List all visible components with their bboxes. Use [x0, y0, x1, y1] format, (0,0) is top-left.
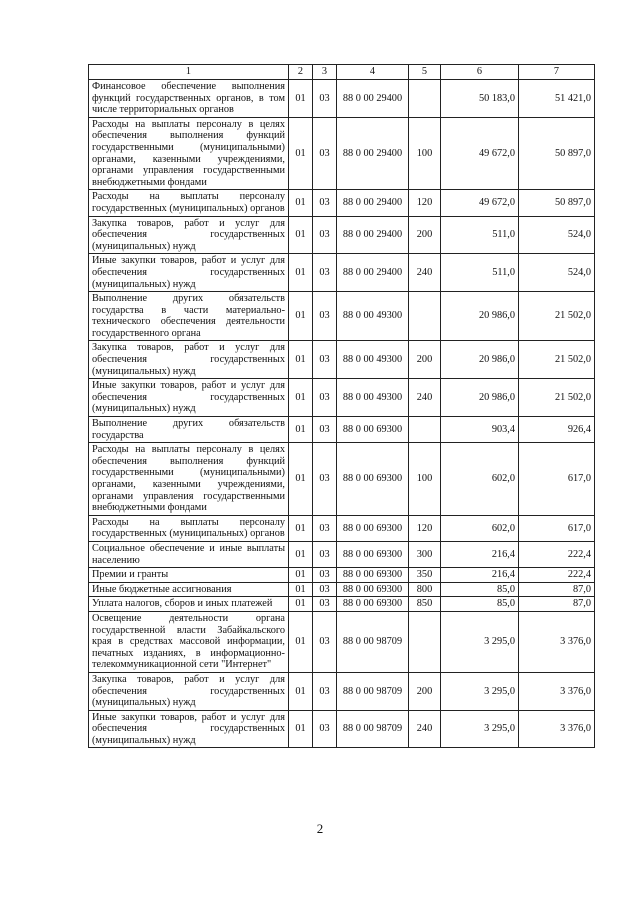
amount-year2-cell: 3 376,0 [519, 611, 595, 672]
column-header: 3 [313, 65, 337, 80]
amount-year2-cell: 21 502,0 [519, 292, 595, 341]
column-header: 7 [519, 65, 595, 80]
subsection-code-cell: 03 [313, 582, 337, 597]
section-code-cell: 01 [289, 254, 313, 292]
target-article-cell: 88 0 00 29400 [337, 117, 409, 190]
expense-name-cell: Иные закупки товаров, работ и услуг для обеспечения государственных (муниципальных) нужд [89, 379, 289, 417]
target-article-cell: 88 0 00 69300 [337, 541, 409, 567]
expense-type-cell: 850 [409, 597, 441, 612]
section-code-cell: 01 [289, 611, 313, 672]
expense-type-cell: 200 [409, 216, 441, 254]
expense-type-cell: 300 [409, 541, 441, 567]
subsection-code-cell: 03 [313, 515, 337, 541]
section-code-cell: 01 [289, 515, 313, 541]
target-article-cell: 88 0 00 29400 [337, 216, 409, 254]
expense-name-cell: Иные закупки товаров, работ и услуг для обеспечения государственных (муниципальных) нужд [89, 710, 289, 748]
amount-year2-cell: 51 421,0 [519, 80, 595, 118]
expense-name-cell: Выполнение других обязательств государства в части материально-технического обеспечения деятельности государственного органа [89, 292, 289, 341]
table-row [89, 190, 595, 216]
subsection-code-cell: 03 [313, 710, 337, 748]
target-article-cell: 88 0 00 49300 [337, 292, 409, 341]
section-code-cell: 01 [289, 80, 313, 118]
table-row [89, 292, 595, 341]
subsection-code-cell: 03 [313, 117, 337, 190]
expense-name-cell: Финансовое обеспечение выполнения функций государственных органов, в том числе территориальных органов [89, 80, 289, 118]
target-article-cell: 88 0 00 49300 [337, 379, 409, 417]
amount-year1-cell: 85,0 [441, 597, 519, 612]
subsection-code-cell: 03 [313, 216, 337, 254]
column-header: 2 [289, 65, 313, 80]
table-row [89, 417, 595, 443]
amount-year1-cell: 49 672,0 [441, 117, 519, 190]
expense-name-cell: Закупка товаров, работ и услуг для обеспечения государственных (муниципальных) нужд [89, 672, 289, 710]
target-article-cell: 88 0 00 69300 [337, 443, 409, 516]
table-row [89, 582, 595, 597]
subsection-code-cell: 03 [313, 597, 337, 612]
section-code-cell: 01 [289, 379, 313, 417]
target-article-cell: 88 0 00 69300 [337, 568, 409, 583]
amount-year1-cell: 20 986,0 [441, 341, 519, 379]
budget-table [88, 64, 595, 748]
table-row [89, 515, 595, 541]
expense-name-cell: Выполнение других обязательств государства [89, 417, 289, 443]
section-code-cell: 01 [289, 216, 313, 254]
amount-year1-cell: 20 986,0 [441, 292, 519, 341]
target-article-cell: 88 0 00 98709 [337, 710, 409, 748]
subsection-code-cell: 03 [313, 292, 337, 341]
amount-year2-cell: 87,0 [519, 597, 595, 612]
amount-year1-cell: 216,4 [441, 568, 519, 583]
expense-name-cell: Премии и гранты [89, 568, 289, 583]
amount-year1-cell: 50 183,0 [441, 80, 519, 118]
section-code-cell: 01 [289, 190, 313, 216]
amount-year1-cell: 903,4 [441, 417, 519, 443]
section-code-cell: 01 [289, 341, 313, 379]
target-article-cell: 88 0 00 69300 [337, 515, 409, 541]
expense-type-cell [409, 80, 441, 118]
amount-year1-cell: 85,0 [441, 582, 519, 597]
subsection-code-cell: 03 [313, 443, 337, 516]
table-row [89, 443, 595, 516]
amount-year1-cell: 20 986,0 [441, 379, 519, 417]
section-code-cell: 01 [289, 672, 313, 710]
expense-type-cell: 200 [409, 341, 441, 379]
page-number: 2 [316, 821, 324, 836]
amount-year2-cell: 222,4 [519, 568, 595, 583]
expense-name-cell: Расходы на выплаты персоналу в целях обеспечения выполнения функций государственными (муниципальными) органами, казенными учреждениями, органами управления государственными внебюджетными фондами [89, 443, 289, 516]
expense-type-cell: 100 [409, 443, 441, 516]
amount-year2-cell: 21 502,0 [519, 341, 595, 379]
table-row [89, 672, 595, 710]
amount-year1-cell: 3 295,0 [441, 611, 519, 672]
expense-type-cell: 240 [409, 710, 441, 748]
target-article-cell: 88 0 00 49300 [337, 341, 409, 379]
subsection-code-cell: 03 [313, 80, 337, 118]
expense-type-cell: 120 [409, 190, 441, 216]
subsection-code-cell: 03 [313, 417, 337, 443]
table-row [89, 597, 595, 612]
amount-year2-cell: 222,4 [519, 541, 595, 567]
section-code-cell: 01 [289, 292, 313, 341]
table-row [89, 379, 595, 417]
table-row [89, 80, 595, 118]
table-header-row [89, 65, 595, 80]
column-header: 5 [409, 65, 441, 80]
expense-name-cell: Освещение деятельности органа государственной власти Забайкальского края в средствах массовой информации, печатных изданиях, в информационно-телекоммуникационной сети "Интернет" [89, 611, 289, 672]
amount-year2-cell: 524,0 [519, 254, 595, 292]
amount-year2-cell: 50 897,0 [519, 190, 595, 216]
expense-name-cell: Иные закупки товаров, работ и услуг для обеспечения государственных (муниципальных) нужд [89, 254, 289, 292]
subsection-code-cell: 03 [313, 379, 337, 417]
target-article-cell: 88 0 00 98709 [337, 672, 409, 710]
expense-name-cell: Расходы на выплаты персоналу в целях обеспечения выполнения функций государственными (муниципальными) органами, казенными учреждениями, органами управления государственными внебюджетными фондами [89, 117, 289, 190]
expense-type-cell [409, 417, 441, 443]
amount-year1-cell: 3 295,0 [441, 672, 519, 710]
expense-type-cell: 350 [409, 568, 441, 583]
expense-name-cell: Иные бюджетные ассигнования [89, 582, 289, 597]
expense-type-cell: 200 [409, 672, 441, 710]
expense-type-cell: 100 [409, 117, 441, 190]
expense-type-cell [409, 611, 441, 672]
subsection-code-cell: 03 [313, 190, 337, 216]
expense-name-cell: Уплата налогов, сборов и иных платежей [89, 597, 289, 612]
expense-name-cell: Расходы на выплаты персоналу государственных (муниципальных) органов [89, 515, 289, 541]
target-article-cell: 88 0 00 69300 [337, 417, 409, 443]
amount-year2-cell: 3 376,0 [519, 672, 595, 710]
amount-year2-cell: 21 502,0 [519, 379, 595, 417]
amount-year2-cell: 926,4 [519, 417, 595, 443]
expense-name-cell: Закупка товаров, работ и услуг для обеспечения государственных (муниципальных) нужд [89, 216, 289, 254]
expense-type-cell: 120 [409, 515, 441, 541]
amount-year1-cell: 602,0 [441, 443, 519, 516]
amount-year2-cell: 50 897,0 [519, 117, 595, 190]
target-article-cell: 88 0 00 98709 [337, 611, 409, 672]
target-article-cell: 88 0 00 69300 [337, 582, 409, 597]
amount-year1-cell: 49 672,0 [441, 190, 519, 216]
target-article-cell: 88 0 00 29400 [337, 190, 409, 216]
table-row [89, 117, 595, 190]
amount-year2-cell: 617,0 [519, 515, 595, 541]
subsection-code-cell: 03 [313, 341, 337, 379]
table-row [89, 541, 595, 567]
section-code-cell: 01 [289, 568, 313, 583]
subsection-code-cell: 03 [313, 541, 337, 567]
subsection-code-cell: 03 [313, 611, 337, 672]
table-row [89, 216, 595, 254]
section-code-cell: 01 [289, 443, 313, 516]
column-header: 4 [337, 65, 409, 80]
expense-type-cell: 800 [409, 582, 441, 597]
amount-year1-cell: 511,0 [441, 254, 519, 292]
table-row [89, 710, 595, 748]
expense-name-cell: Закупка товаров, работ и услуг для обеспечения государственных (муниципальных) нужд [89, 341, 289, 379]
column-header: 6 [441, 65, 519, 80]
target-article-cell: 88 0 00 29400 [337, 254, 409, 292]
amount-year1-cell: 602,0 [441, 515, 519, 541]
table-body [89, 80, 595, 748]
table-row [89, 254, 595, 292]
subsection-code-cell: 03 [313, 568, 337, 583]
section-code-cell: 01 [289, 541, 313, 567]
table-row [89, 568, 595, 583]
amount-year2-cell: 3 376,0 [519, 710, 595, 748]
section-code-cell: 01 [289, 710, 313, 748]
amount-year2-cell: 524,0 [519, 216, 595, 254]
section-code-cell: 01 [289, 582, 313, 597]
subsection-code-cell: 03 [313, 254, 337, 292]
expense-type-cell: 240 [409, 254, 441, 292]
section-code-cell: 01 [289, 417, 313, 443]
section-code-cell: 01 [289, 117, 313, 190]
amount-year2-cell: 617,0 [519, 443, 595, 516]
column-header: 1 [89, 65, 289, 80]
target-article-cell: 88 0 00 69300 [337, 597, 409, 612]
expense-name-cell: Социальное обеспечение и иные выплаты населению [89, 541, 289, 567]
amount-year1-cell: 511,0 [441, 216, 519, 254]
amount-year2-cell: 87,0 [519, 582, 595, 597]
subsection-code-cell: 03 [313, 672, 337, 710]
target-article-cell: 88 0 00 29400 [337, 80, 409, 118]
expense-type-cell: 240 [409, 379, 441, 417]
table-row [89, 341, 595, 379]
expense-name-cell: Расходы на выплаты персоналу государственных (муниципальных) органов [89, 190, 289, 216]
section-code-cell: 01 [289, 597, 313, 612]
expense-type-cell [409, 292, 441, 341]
amount-year1-cell: 3 295,0 [441, 710, 519, 748]
amount-year1-cell: 216,4 [441, 541, 519, 567]
table-row [89, 611, 595, 672]
